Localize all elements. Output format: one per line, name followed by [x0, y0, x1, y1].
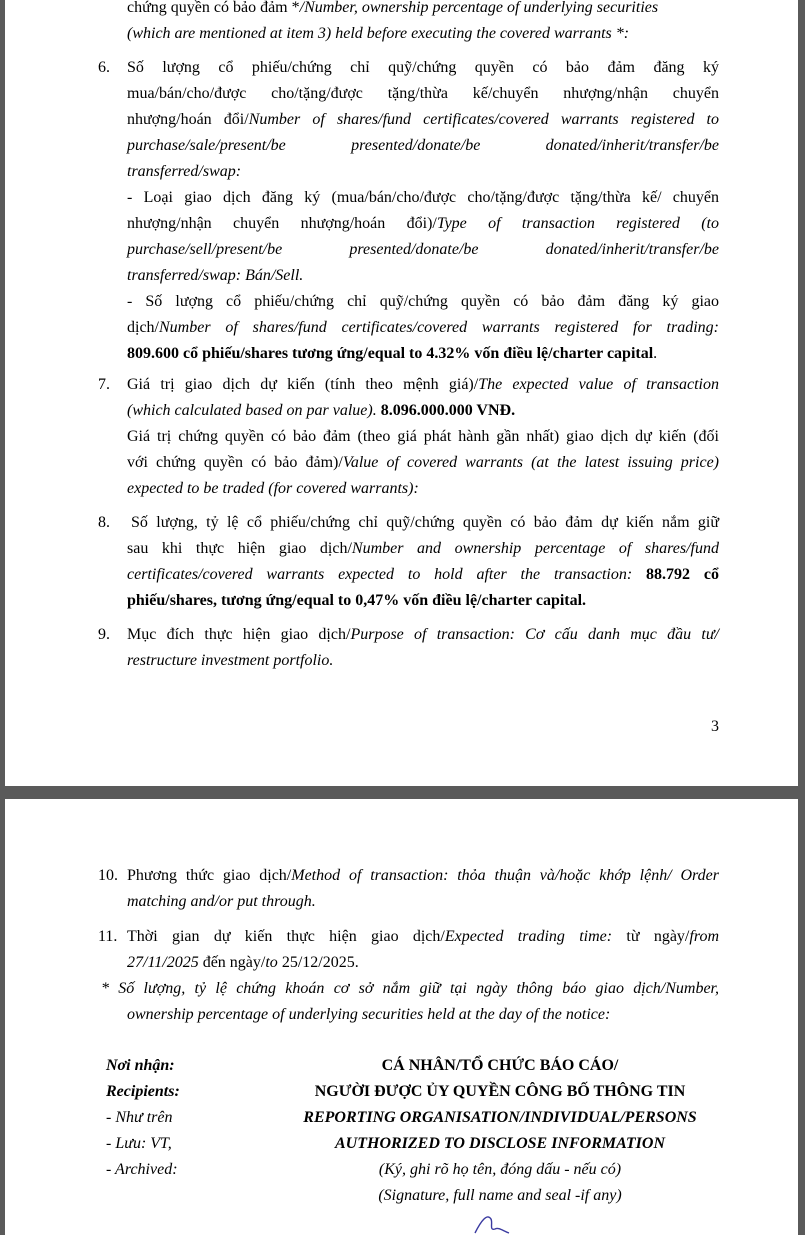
text-line: sau khi thực hiện giao dịch/: [127, 540, 352, 557]
text-line: nhượng/hoán đổi/: [127, 111, 249, 128]
text-line: - Số lượng cổ phiếu/chứng chỉ quỹ/chứng quyền có bảo đảm đăng ký giao: [127, 293, 719, 310]
text-line: Giá trị chứng quyền có bảo đảm (theo giá phát hành gần nhất) giao dịch dự kiến (đối: [127, 428, 719, 445]
top-line-1: chứng quyền có bảo đảm *: [127, 0, 300, 16]
signature-instruction-vi: (Ký, ghi rõ họ tên, đóng dấu - nếu có): [378, 1161, 622, 1178]
item-number: 8.: [98, 514, 110, 531]
top-line-3: (which are mentioned at item 3) held before executing the covered warrants *:: [127, 25, 630, 42]
text-line: Số lượng cổ phiếu/chứng chỉ quỹ/chứng quyền có bảo đảm đăng ký: [127, 59, 719, 76]
item-number: 6.: [98, 59, 110, 76]
signature-instruction-en: (Signature, full name and seal -if any): [378, 1187, 622, 1204]
text-line: Number and ownership percentage of shares/fund: [351, 540, 720, 557]
text-line: .: [653, 345, 658, 362]
text-line: đến ngày/: [198, 954, 266, 971]
text-line: transferred/swap: Bán/Sell.: [127, 267, 304, 284]
text-line: từ ngày/: [612, 928, 690, 945]
shares-registered: 809.600 cổ phiếu/shares tương ứng/equal to 4.32% vốn điều lệ/charter capital: [127, 345, 654, 362]
text-line: from: [689, 928, 720, 945]
expected-value: 8.096.000.000 VNĐ.: [380, 402, 516, 419]
text-line: Number of shares/fund certificates/covered warrants registered to: [248, 111, 720, 128]
signature-title-3: REPORTING ORGANISATION/INDIVIDUAL/PERSONS: [303, 1109, 697, 1126]
signature-title-1: CÁ NHÂN/TỔ CHỨC BÁO CÁO/: [381, 1057, 619, 1074]
document-page-4: [5, 799, 798, 1235]
text-line: transferred/swap:: [127, 163, 242, 180]
text-line: Số lượng, tỷ lệ cổ phiếu/chứng chỉ quỹ/chứng quyền có bảo đảm dự kiến nắm giữ: [131, 514, 719, 531]
text-line: Thời gian dự kiến thực hiện giao dịch/: [127, 928, 445, 945]
text-line: The expected value of transaction: [478, 376, 720, 393]
recipients-title-vi: Nơi nhận:: [106, 1057, 175, 1074]
text-line: Phương thức giao dịch/: [127, 867, 292, 884]
text-line: Method of transaction: thỏa thuận và/hoặc khớp lệnh/ Order: [291, 867, 719, 884]
date-to: 25/12/2025.: [277, 954, 359, 971]
text-line: Purpose of transaction: Cơ cấu danh mục đầu tư/: [350, 626, 720, 643]
text-line: matching and/or put through.: [127, 893, 316, 910]
shares-after: 88.792 cổ: [646, 566, 719, 583]
signature-scribble: [473, 1211, 513, 1235]
recipient-item: - Archived:: [106, 1161, 178, 1178]
text-line: to: [265, 954, 278, 971]
recipients-block: [106, 1053, 180, 1183]
text-line: certificates/covered warrants expected to hold after the transaction:: [127, 566, 647, 583]
signature-title-4: AUTHORIZED TO DISCLOSE INFORMATION: [335, 1135, 665, 1152]
text-line: expected to be traded (for covered warrants):: [127, 480, 419, 497]
recipient-item: - Lưu: VT,: [106, 1135, 172, 1152]
text-line: mua/bán/cho/được cho/tặng/được tặng/thừa kế/chuyển nhượng/nhận chuyển: [127, 85, 719, 102]
item-number: 11.: [98, 928, 118, 945]
text-line: * Số lượng, tỷ lệ chứng khoán cơ sở nắm giữ tại ngày thông báo giao dịch/Number,: [101, 980, 719, 997]
text-line: Mục đích thực hiện giao dịch/: [127, 626, 351, 643]
text-line: phiếu/shares, tương ứng/equal to 0,47% vốn điều lệ/charter capital.: [127, 592, 587, 609]
date-from: 27/11/2025: [127, 954, 199, 971]
recipient-item: - Như trên: [106, 1109, 173, 1126]
text-line: với chứng quyền có bảo đảm)/: [127, 454, 343, 471]
signature-block: [255, 1053, 745, 1209]
item-number: 9.: [98, 626, 110, 643]
text-line: ownership percentage of underlying securities held at the day of the notice:: [127, 1006, 611, 1023]
text-line: nhượng/nhận chuyển nhượng/hoán đổi)/: [127, 215, 437, 232]
item-number: 10.: [98, 867, 118, 884]
text-line: Number of shares/fund certificates/covered warrants registered for trading:: [159, 319, 719, 336]
text-line: - Loại giao dịch đăng ký (mua/bán/cho/được cho/tặng/được tặng/thừa kế/ chuyển: [127, 189, 719, 206]
text-line: dịch/: [127, 319, 159, 336]
signature-title-2: NGƯỜI ĐƯỢC ỦY QUYỀN CÔNG BỐ THÔNG TIN: [314, 1083, 686, 1100]
text-line: Type of transaction registered (to: [436, 215, 719, 232]
text-line: purchase/sell/present/be presented/donate/be donated/inherit/transfer/be: [127, 241, 719, 258]
text-line: (which calculated based on par value).: [127, 402, 381, 419]
item-number: 7.: [98, 376, 110, 393]
text-line: Giá trị giao dịch dự kiến (tính theo mệnh giá)/: [127, 376, 479, 393]
text-line: restructure investment portfolio.: [127, 652, 334, 669]
text-line: Expected trading time:: [444, 928, 613, 945]
text-line: purchase/sale/present/be presented/donate/be donated/inherit/transfer/be: [127, 137, 719, 154]
document-page-3: [5, 0, 798, 786]
top-line-2: /Number, ownership percentage of underlying securities: [299, 0, 659, 16]
page-number: 3: [711, 718, 719, 735]
text-line: Value of covered warrants (at the latest issuing price): [342, 454, 720, 471]
recipients-title-en: Recipients:: [106, 1083, 180, 1100]
